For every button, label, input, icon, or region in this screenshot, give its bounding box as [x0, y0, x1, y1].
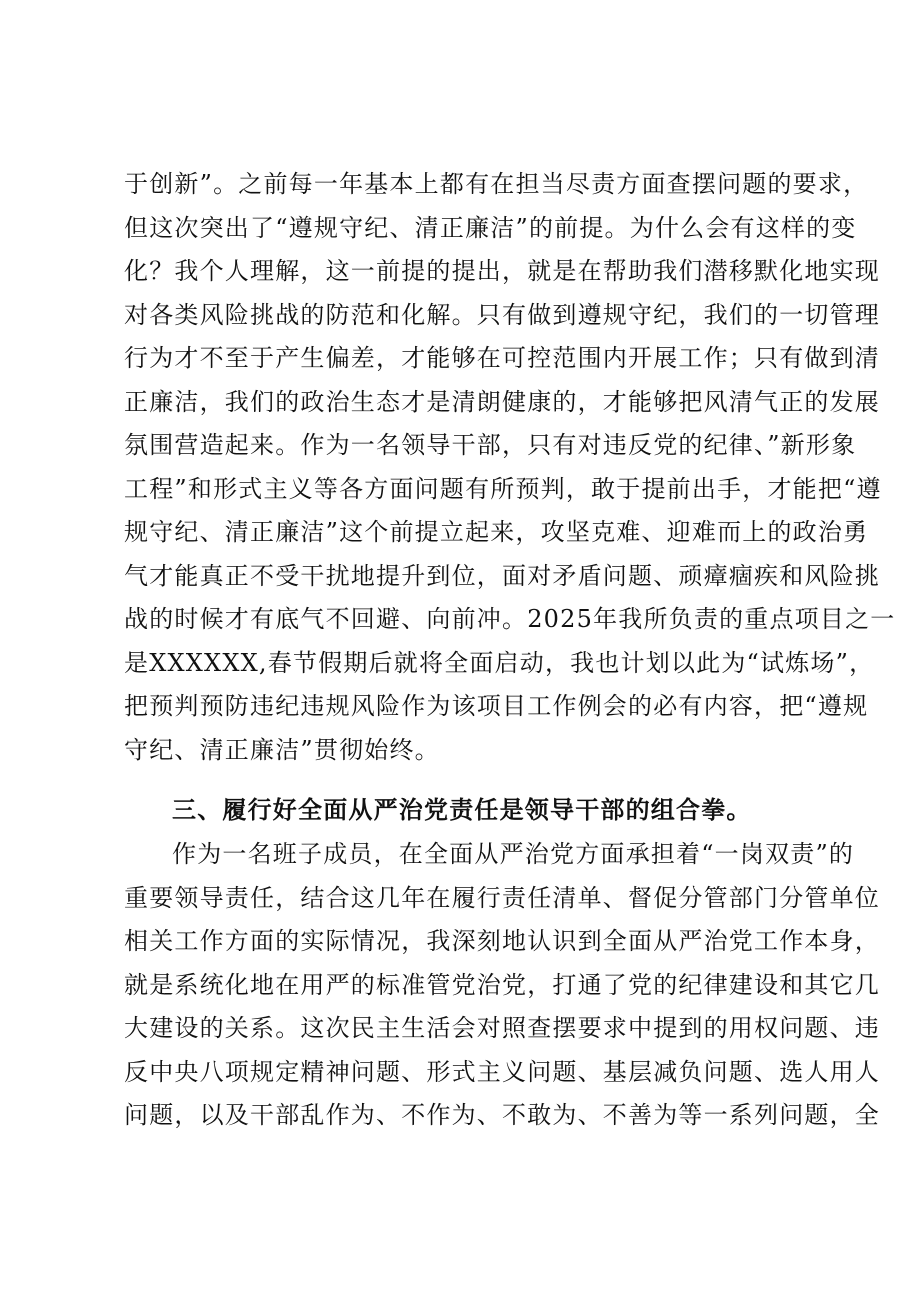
text-line: 规守纪、清正廉洁”这个前提立起来，攻坚克难、迎难而上的政治勇 — [124, 518, 869, 546]
text-line: 大建设的关系。这次民主生活会对照查摆要求中提到的用权问题、违 — [124, 1014, 880, 1042]
text-line: 问题，以及干部乱作为、不作为、不敢为、不善为等一系列问题，全 — [124, 1101, 880, 1129]
section-heading — [124, 789, 814, 833]
text-line: 战的时候才有底气不回避、向前冲。2025年我所负责的重点项目之一 — [124, 605, 896, 633]
text-line: 相关工作方面的实际情况，我深刻地认识到全面从严治党工作本身， — [124, 927, 880, 955]
paragraph-risk-prevention — [124, 163, 896, 772]
text-line: 重要领导责任，结合这几年在履行责任清单、督促分管部门分管单位 — [124, 883, 880, 912]
text-line: 但这次突出了“遵规守纪、清正廉洁”的前提。为什么会有这样的变 — [124, 213, 857, 242]
text-line: 是XXXXXX,春节假期后就将全面启动，我也计划以此为“试炼场”， — [124, 648, 875, 677]
text-line: 工程”和形式主义等各方面问题有所预判，敢于提前出手，才能把“遵 — [124, 474, 882, 503]
text-line: 行为才不至于产生偏差，才能够在可控范围内开展工作；只有做到清 — [124, 344, 880, 372]
text-line: 守纪、清正廉洁”贯彻始终。 — [124, 735, 440, 764]
text-line: 对各类风险挑战的防范和化解。只有做到遵规守纪，我们的一切管理 — [124, 300, 880, 329]
text-line: 气才能真正不受干扰地提升到位，面对矛盾问题、顽瘴痼疾和风险挑 — [124, 561, 880, 590]
text-line: 化？我个人理解，这一前提的提出，就是在帮助我们潜移默化地实现 — [124, 257, 880, 285]
section-heading-text: 三、履行好全面从严治党责任是领导干部的组合拳。 — [172, 796, 752, 824]
text-line: 反中央八项规定精神问题、形式主义问题、基层减负问题、选人用人 — [124, 1057, 880, 1086]
text-line: 作为一名班子成员，在全面从严治党方面承担着“一岗双责”的 — [172, 840, 855, 868]
text-line: 正廉洁，我们的政治生态才是清朗健康的，才能够把风清气正的发展 — [124, 387, 880, 416]
text-line: 于创新”。之前每一年基本上都有在担当尽责方面查摆问题的要求， — [124, 170, 869, 198]
text-line: 把预判预防违纪违规风险作为该项目工作例会的必有内容，把“遵规 — [124, 692, 869, 720]
text-line: 氛围营造起来。作为一名领导干部，只有对违反党的纪律、”新形象 — [124, 431, 857, 459]
paragraph-party-governance — [124, 833, 880, 1138]
text-line: 就是系统化地在用严的标准管党治党，打通了党的纪律建设和其它几 — [124, 970, 880, 999]
